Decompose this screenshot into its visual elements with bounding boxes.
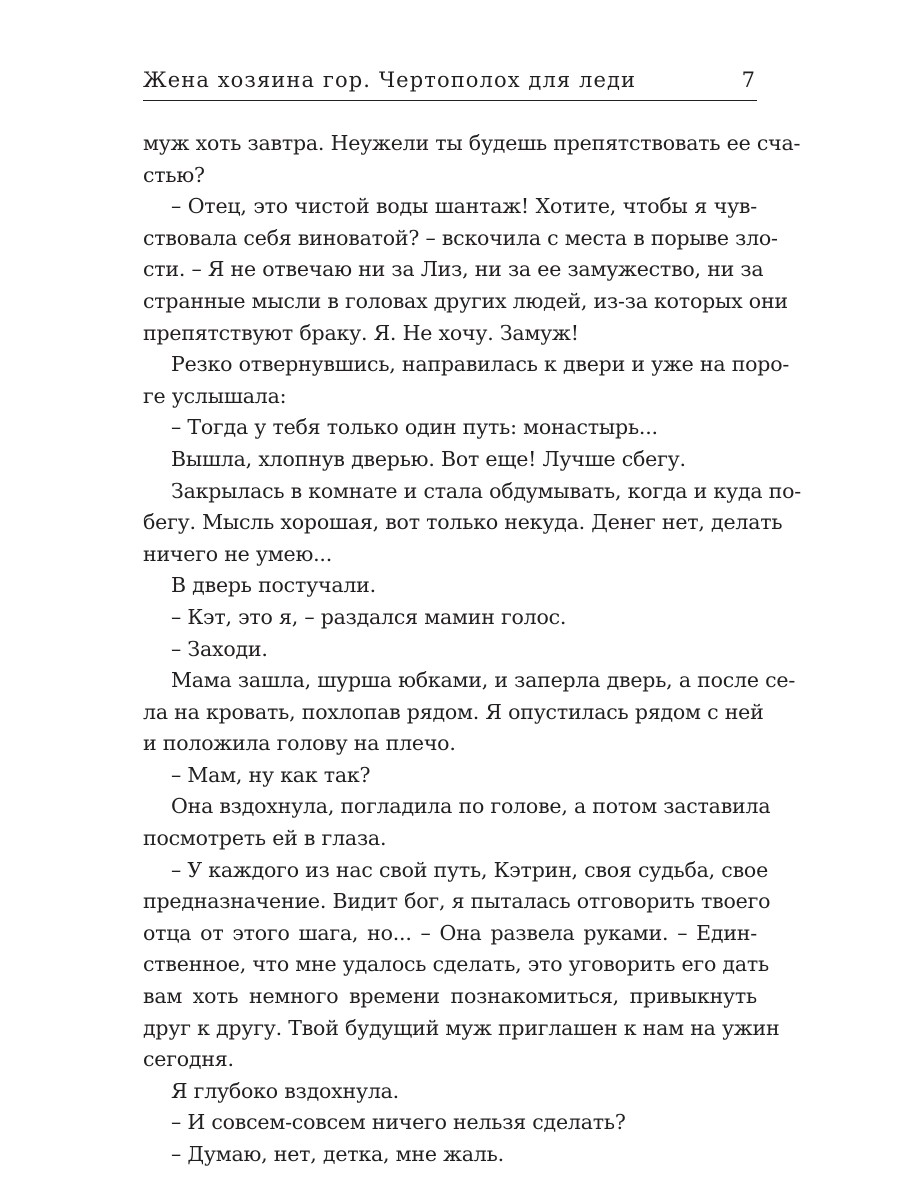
text-line: отца от этого шага, но... – Она развела руками. – Един- — [143, 920, 757, 945]
text-line: ла на кровать, похлопав рядом. Я опустилась рядом с ней — [143, 699, 764, 724]
text-line: – Отец, это чистой воды шантаж! Хотите, чтобы я чув- — [171, 194, 757, 219]
running-title: Жена хозяина гор. Чертополох для леди — [143, 68, 637, 92]
text-line: ствовала себя виноватой? – вскочила с места в порыве зло- — [143, 225, 778, 250]
text-line: – У каждого из нас свой путь, Кэтрин, своя судьба, свое — [171, 857, 769, 882]
body-text — [143, 128, 801, 1171]
text-line: – И совсем-совсем ничего нельзя сделать? — [171, 1110, 626, 1135]
text-line: ничего не умею... — [143, 541, 333, 566]
text-line: и положила голову на плечо. — [143, 731, 456, 756]
text-line: Вышла, хлопнув дверью. Вот еще! Лучше сбегу. — [171, 446, 686, 471]
text-line: странные мысли в головах других людей, из-за которых они — [143, 288, 788, 313]
text-line: Я глубоко вздохнула. — [171, 1078, 399, 1103]
text-line: бегу. Мысль хорошая, вот только некуда. Денег нет, делать — [143, 510, 783, 535]
text-line: Резко отвернувшись, направилась к двери и уже на поро- — [171, 352, 790, 377]
text-line: Она вздохнула, погладила по голове, а потом заставила — [171, 794, 771, 819]
text-line: муж хоть завтра. Неужели ты будешь препятствовать ее сча- — [143, 131, 801, 155]
text-line: препятствуют браку. Я. Не хочу. Замуж! — [143, 320, 579, 345]
text-line: – Кэт, это я, – раздался мамин голос. — [171, 604, 567, 629]
text-line: друг к другу. Твой будущий муж приглашен к нам на ужин — [143, 1015, 780, 1040]
text-line: ге услышала: — [143, 383, 287, 408]
text-line: – Тогда у тебя только один путь: монастырь... — [171, 415, 658, 440]
page-number: 7 — [741, 68, 755, 92]
text-line: – Мам, ну как так? — [171, 762, 371, 787]
text-line: – Заходи. — [171, 636, 268, 661]
text-line: предназначение. Видит бог, я пыталась отговорить твоего — [143, 889, 771, 914]
text-line: Мама зашла, шурша юбками, и заперла дверь, а после се- — [171, 668, 796, 693]
text-line: – Думаю, нет, детка, мне жаль. — [171, 1142, 504, 1166]
text-line: сегодня. — [143, 1047, 234, 1072]
text-line: вам хоть немного времени познакомиться, привыкнуть — [143, 984, 757, 1009]
text-line: стью? — [143, 162, 205, 187]
text-line: В дверь постучали. — [171, 573, 376, 598]
text-line: сти. – Я не отвечаю ни за Лиз, ни за ее замужество, ни за — [143, 257, 764, 282]
text-line: ственное, что мне удалось сделать, это уговорить его дать — [143, 952, 769, 977]
running-header — [143, 62, 757, 101]
text-line: посмотреть ей в глаза. — [143, 826, 387, 851]
text-line: Закрылась в комнате и стала обдумывать, когда и куда по- — [171, 478, 801, 503]
